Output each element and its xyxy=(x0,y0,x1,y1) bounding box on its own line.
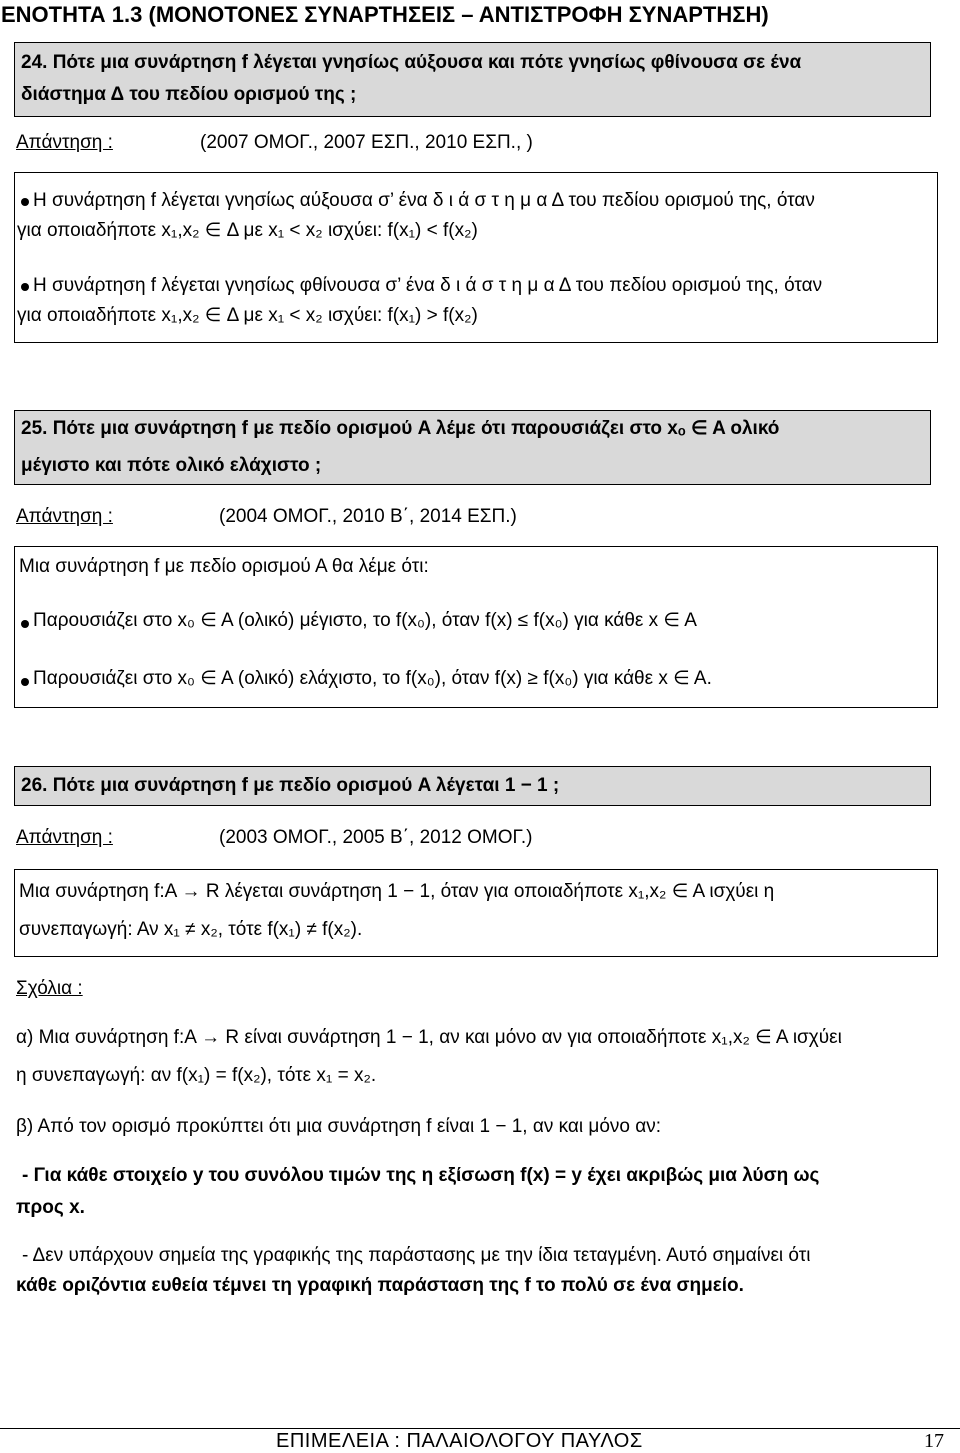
answer-24-increasing-line1: Η συνάρτηση f λέγεται γνησίως αύξουσα σ’ ένα δ ι ά σ τ η μ α Δ του πεδίου ορισμού της, όταν xyxy=(33,190,815,211)
footer-divider xyxy=(0,1428,960,1429)
question-24-box xyxy=(14,42,931,117)
comment-a-line1: α) Μια συνάρτηση f:A → R είναι συνάρτηση 1 − 1, αν και μόνο αν για οποιαδήποτε x₁,x₂ ∈ A ισχύει xyxy=(16,1027,842,1048)
question-25-line2: μέγιστο και πότε ολικό ελάχιστο ; xyxy=(21,455,322,476)
question-26-text: 26. Πότε μια συνάρτηση f με πεδίο ορισμού A λέγεται 1 − 1 ; xyxy=(21,775,560,796)
answer-26-box xyxy=(14,869,938,957)
answer-label-24: Απάντηση : xyxy=(16,132,113,153)
footer-author: ΕΠΙΜΕΛΕΙΑ : ΠΑΛΑΙΟΛΟΓΟΥ ΠΑΥΛΟΣ xyxy=(276,1430,643,1452)
bullet-icon xyxy=(21,620,29,628)
years-25: (2004 ΟΜΟΓ., 2010 Β΄, 2014 ΕΣΠ.) xyxy=(219,506,517,527)
comment-dash1-line1: - Για κάθε στοιχείο y του συνόλου τιμών της η εξίσωση f(x) = y έχει ακριβώς μια λύση ως xyxy=(22,1165,820,1186)
answer-25-box xyxy=(14,546,938,708)
answer-label-25: Απάντηση : xyxy=(16,506,113,527)
answer-label-26: Απάντηση : xyxy=(16,827,113,848)
question-24-line2: διάστημα Δ του πεδίου ορισμού της ; xyxy=(21,84,357,105)
comment-dash1-line2: προς x. xyxy=(16,1197,85,1218)
answer-24-decreasing-line1: Η συνάρτηση f λέγεται γνησίως φθίνουσα σ’ ένα δ ι ά σ τ η μ α Δ του πεδίου ορισμού της, όταν xyxy=(33,275,823,296)
comment-a-line2: η συνεπαγωγή: αν f(x₁) = f(x₂), τότε x₁ = x₂. xyxy=(16,1065,377,1086)
answer-24-box xyxy=(14,172,938,343)
question-25-line1: 25. Πότε μια συνάρτηση f με πεδίο ορισμού A λέμε ότι παρουσιάζει στο xₒ ∈ A ολικό xyxy=(21,418,780,439)
answer-25-intro: Μια συνάρτηση f με πεδίο ορισμού Α θα λέμε ότι: xyxy=(19,556,429,577)
answer-26-line1: Μια συνάρτηση f:A → R λέγεται συνάρτηση 1 − 1, όταν για οποιαδήποτε x₁,x₂ ∈ A ισχύει η xyxy=(19,881,775,902)
page-title: ΕΝΟΤΗΤΑ 1.3 (ΜΟΝΟΤΟΝΕΣ ΣΥΝΑΡΤΗΣΕΙΣ – ΑΝΤΙΣΤΡΟΦΗ ΣΥΝΑΡΤΗΣΗ) xyxy=(1,2,769,27)
question-25-box xyxy=(14,410,931,485)
bullet-icon xyxy=(21,678,29,686)
answer-24-decreasing-line2: για οποιαδήποτε x₁,x₂ ∈ Δ με x₁ < x₂ ισχύει: f(x₁) > f(x₂) xyxy=(17,305,478,326)
page-footer xyxy=(0,1428,960,1451)
question-24-line1: 24. Πότε μια συνάρτηση f λέγεται γνησίως αύξουσα και πότε γνησίως φθίνουσα σε ένα xyxy=(21,52,802,73)
answer-25-maximum: Παρουσιάζει στο x₀ ∈ A (ολικό) μέγιστο, το f(x₀), όταν f(x) ≤ f(x₀) για κάθε x ∈ A xyxy=(33,610,697,631)
answer-26-line2: συνεπαγωγή: Αν x₁ ≠ x₂, τότε f(x₁) ≠ f(x₂). xyxy=(19,919,363,940)
years-24: (2007 ΟΜΟΓ., 2007 ΕΣΠ., 2010 ΕΣΠ., ) xyxy=(200,132,533,153)
question-26-box xyxy=(14,766,931,806)
page-number: 17 xyxy=(924,1430,944,1452)
answer-24-increasing-line2: για οποιαδήποτε x₁,x₂ ∈ Δ με x₁ < x₂ ισχύει: f(x₁) < f(x₂) xyxy=(17,220,478,241)
comments-label: Σχόλια : xyxy=(16,978,83,999)
years-26: (2003 ΟΜΟΓ., 2005 Β΄, 2012 ΟΜΟΓ.) xyxy=(219,827,533,848)
bullet-icon xyxy=(21,283,29,291)
comment-dash2-line2: κάθε οριζόντια ευθεία τέμνει τη γραφική παράσταση της f το πολύ σε ένα σημείο. xyxy=(16,1275,744,1296)
answer-25-minimum: Παρουσιάζει στο x₀ ∈ A (ολικό) ελάχιστο, το f(x₀), όταν f(x) ≥ f(x₀) για κάθε x ∈ A. xyxy=(33,668,712,689)
bullet-icon xyxy=(21,198,29,206)
comment-b-line: β) Από τον ορισμό προκύπτει ότι μια συνάρτηση f είναι 1 − 1, αν και μόνο αν: xyxy=(16,1116,662,1137)
comment-dash2-line1: - Δεν υπάρχουν σημεία της γραφικής της παράστασης με την ίδια τεταγμένη. Αυτό σημαίνει ότι xyxy=(22,1245,811,1266)
